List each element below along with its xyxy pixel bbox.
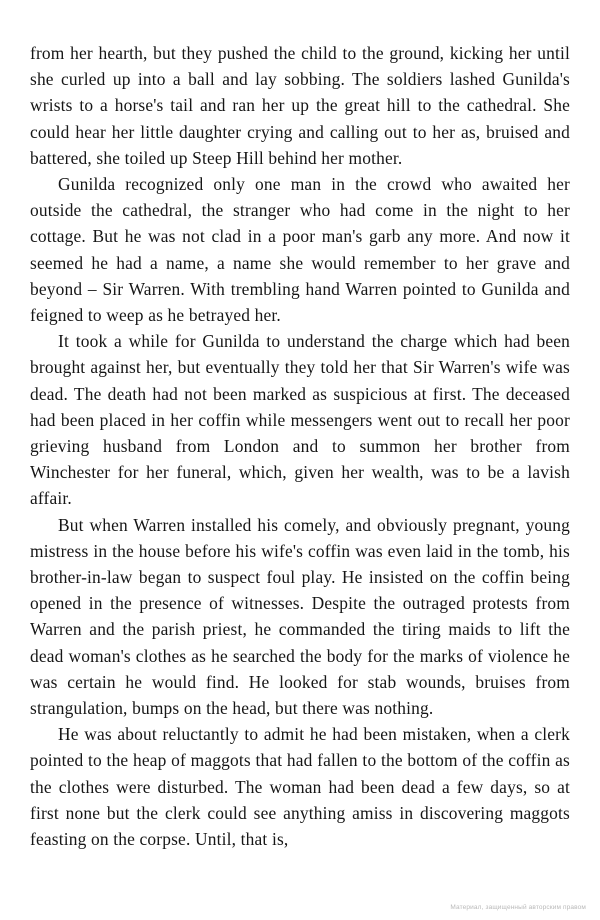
paragraph: He was about reluctantly to admit he had been mistaken, when a clerk pointed to the heap of maggots that had fallen to the bottom of the coffin as the clothes were disturbed. The woman had been dead a few days, so at first none but the clerk could see anything amiss in discovering maggots feasting on the corpse. Until, that is,: [30, 724, 570, 850]
paragraph: It took a while for Gunilda to understand the charge which had been brought against her, but eventually they told her that Sir Warren's wife was dead. The death had not been marked as suspicious at first. The deceased had been placed in her coffin while messengers went out to recall her poor grieving husband from London and to summon her brother from Winchester for her funeral, which, given her wealth, was to be a lavish affair.: [30, 331, 570, 509]
paragraph: Gunilda recognized only one man in the crowd who awaited her outside the cathedral, the stranger who had come in the night to her cottage. But he was not clad in a poor man's garb any more. And now it seemed he had a name, a name she would remember to her grave and beyond – Sir Warren. With trembling hand Warren pointed to Gunilda and feigned to weep as he betrayed her.: [30, 174, 570, 326]
paragraph: But when Warren installed his comely, and obviously pregnant, young mistress in the house before his wife's coffin was even laid in the tomb, his brother-in-law began to suspect foul play. He insisted on the coffin being opened in the presence of witnesses. Despite the outraged protests from Warren and the parish priest, he commanded the tiring maids to lift the dead woman's clothes as he searched the body for the marks of violence he was certain he would find. He looked for stab wounds, bruises from strangulation, bumps on the head, but there was nothing.: [30, 514, 570, 719]
body-text-column: [30, 40, 570, 852]
paragraph: from her hearth, but they pushed the child to the ground, kicking her until she curled up into a ball and lay sobbing. The soldiers lashed Gunilda's wrists to a horse's tail and ran her up the great hill to the cathedral. She could hear her little daughter crying and calling out to her as, bruised and battered, she toiled up Steep Hill behind her mother.: [30, 43, 570, 168]
copyright-watermark: Материал, защищенный авторским правом: [450, 904, 586, 911]
